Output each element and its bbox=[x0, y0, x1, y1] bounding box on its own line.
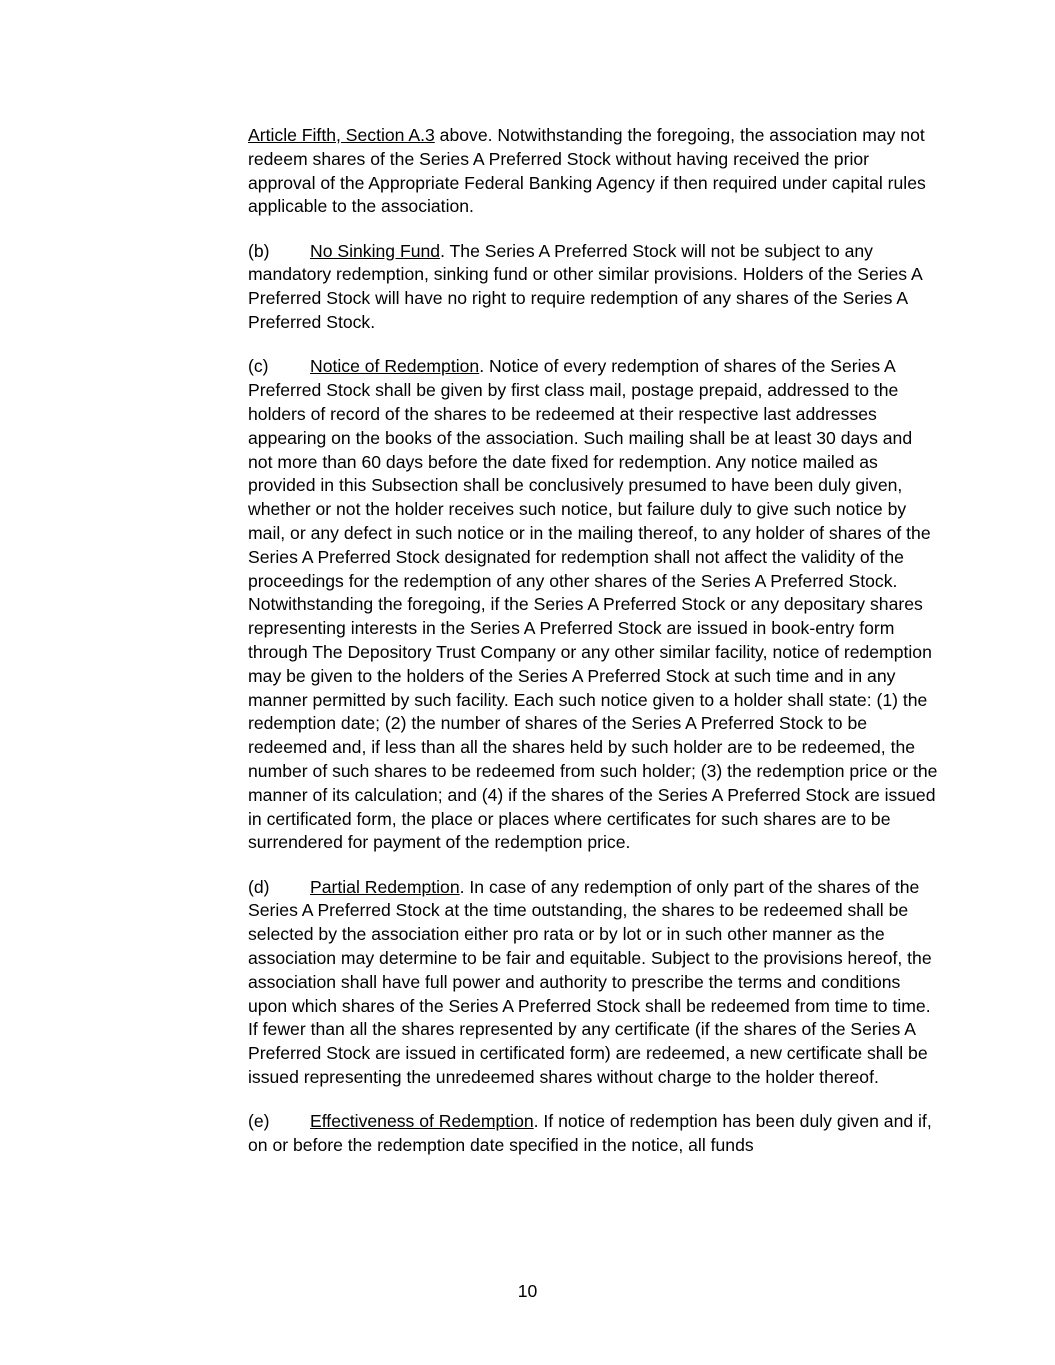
paragraph-d-heading: Partial Redemption bbox=[310, 876, 460, 897]
paragraph-c-text: . Notice of every redemption of shares of the Series A Preferred Stock shall be given by first class mail, postage prepaid, addressed to the holders of record of the shares to be redeemed at their respective last addresses appearing on the books of the association. Such mailing shall be at least 30 days and not more than 60 days before the date fixed for redemption. Any notice mailed as provided in this Subsection shall be conclusively presumed to have been duly given, whether or not the holder receives such notice, but failure duly to give such notice by mail, or any defect in such notice or in the mailing thereof, to any holder of shares of the Series A Preferred Stock designated for redemption shall not affect the validity of the proceedings for the redemption of any other shares of the Series A Preferred Stock. Notwithstanding the foregoing, if the Series A Preferred Stock or any depositary shares representing interests in the Series A Preferred Stock are issued in book-entry form through The Depository Trust Company or any other similar facility, notice of redemption may be given to the holders of the Series A Preferred Stock at such time and in any manner permitted by such facility. Each such notice given to a holder shall state: (1) the redemption date; (2) the number of shares of the Series A Preferred Stock to be redeemed and, if less than all the shares held by such holder are to be redeemed, the number of such shares to be redeemed from such holder; (3) the redemption price or the manner of its calculation; and (4) if the shares of the Series A Preferred Stock are issued in certificated form, the place or places where certificates for such shares are to be surrendered for payment of the redemption price. bbox=[248, 356, 938, 853]
paragraph-e-text: . If notice of redemption has been duly given and if, on or before the redemption date specified in the notice, all funds bbox=[248, 1111, 932, 1156]
paragraph-c-number: (c) bbox=[248, 356, 269, 377]
paragraph-b-heading: No Sinking Fund bbox=[310, 240, 441, 261]
paragraph-b-number: (b) bbox=[248, 240, 270, 261]
paragraph-d-number: (d) bbox=[248, 876, 270, 897]
paragraph-d bbox=[248, 876, 938, 1090]
paragraph-intro-text: above. Notwithstanding the foregoing, the association may not redeem shares of the Series A Preferred Stock without having received the prior approval of the Appropriate Federal Banking Agency if then required under capital rules applicable to the association. bbox=[248, 125, 926, 217]
paragraph-b-text: . The Series A Preferred Stock will not be subject to any mandatory redemption, sinking fund or other similar provisions. Holders of the Series A Preferred Stock will have no right to require redemption of any shares of the Series A Preferred Stock. bbox=[248, 240, 922, 333]
paragraph-intro bbox=[248, 124, 938, 219]
paragraph-d-text: . In case of any redemption of only part of the shares of the Series A Preferred Stock at the time outstanding, the shares to be redeemed shall be selected by the association either pro rata or by lot or in such other manner as the association may determine to be fair and equitable. Subject to the provisions hereof, the association shall have full power and authority to prescribe the terms and conditions upon which shares of the Series A Preferred Stock shall be redeemed from time to time. If fewer than all the shares represented by any certificate (if the shares of the Series A Preferred Stock are issued in certificated form) are redeemed, a new certificate shall be issued representing the unredeemed shares without charge to the holder thereof. bbox=[248, 876, 932, 1087]
paragraph-e-heading: Effectiveness of Redemption bbox=[310, 1111, 534, 1132]
paragraph-e bbox=[248, 1110, 938, 1158]
paragraph-c-heading: Notice of Redemption bbox=[310, 356, 480, 377]
page-number: 10 bbox=[517, 1281, 538, 1301]
paragraph-e-number: (e) bbox=[248, 1111, 270, 1132]
paragraph-c bbox=[248, 355, 938, 855]
document-body bbox=[248, 124, 938, 1178]
paragraph-b bbox=[248, 240, 938, 335]
article-reference: Article Fifth, Section A.3 bbox=[248, 125, 435, 145]
